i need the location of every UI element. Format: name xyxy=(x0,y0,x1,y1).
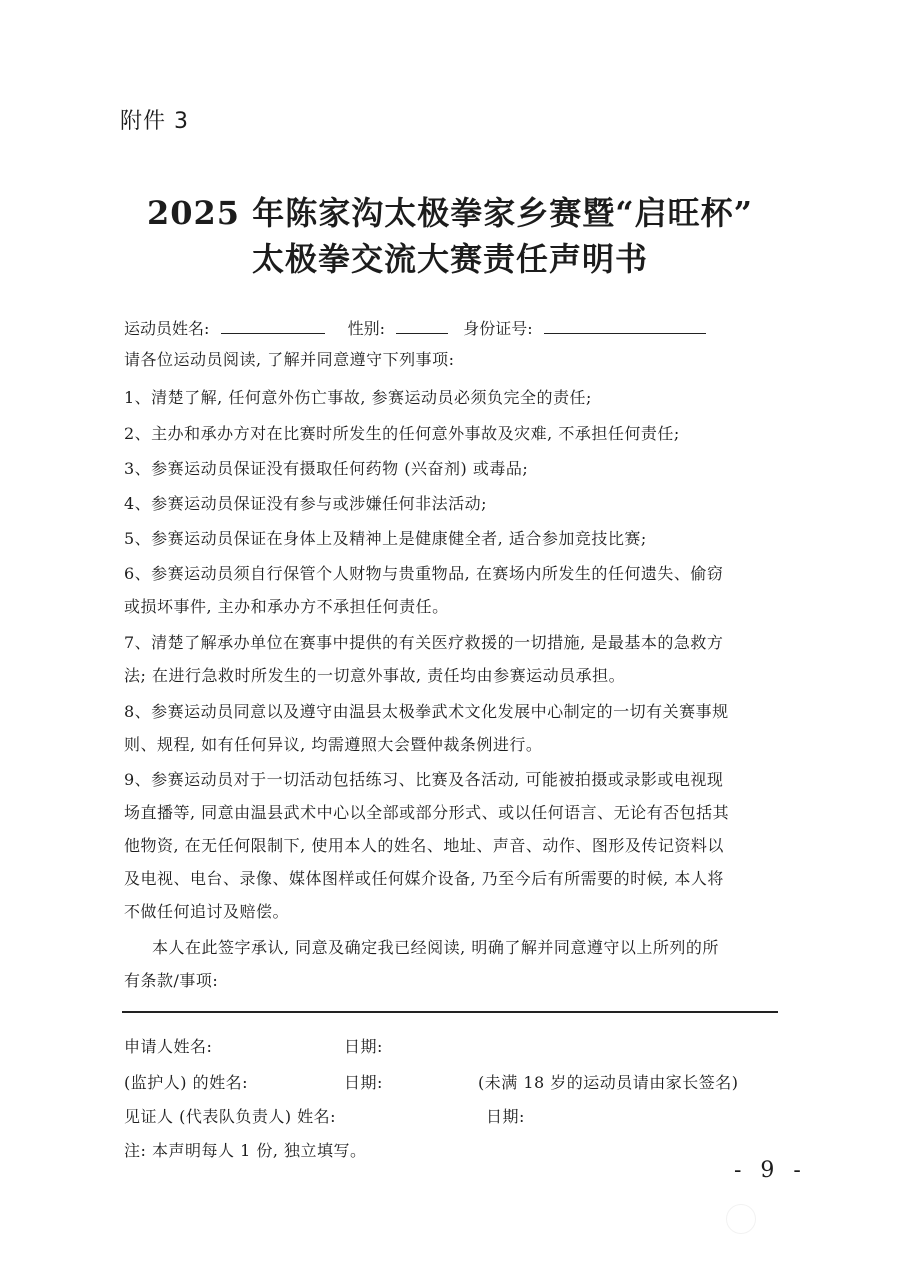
clause-line: 8、参赛运动员同意以及遵守由温县太极拳武术文化发展中心制定的一切有关赛事规 xyxy=(124,702,729,721)
guardian-name-label[interactable]: (监护人) 的姓名: xyxy=(124,1073,248,1092)
intro-text: 请各位运动员阅读, 了解并同意遵守下列事项: xyxy=(124,350,455,369)
applicant-name-label[interactable]: 申请人姓名: xyxy=(124,1037,213,1056)
clause-line: 他物资, 在无任何限制下, 使用本人的姓名、地址、声音、动作、图形及传记资料以 xyxy=(124,836,724,855)
witness-name-label[interactable]: 见证人 (代表队负责人) 姓名: xyxy=(124,1107,337,1126)
date-label[interactable]: 日期: xyxy=(486,1107,525,1126)
date-label[interactable]: 日期: xyxy=(344,1037,383,1056)
date-label[interactable]: 日期: xyxy=(344,1073,383,1092)
clause-line: 2、主办和承办方对在比赛时所发生的任何意外事故及灾难, 不承担任何责任; xyxy=(124,424,680,443)
minor-signature-note: (未满 18 岁的运动员请由家长签名) xyxy=(478,1073,739,1092)
gender-label: 性别: xyxy=(347,319,385,338)
athlete-info-row xyxy=(124,316,712,339)
athlete-name-label: 运动员姓名: xyxy=(124,319,210,338)
document-title-line-1: 2025 年陈家沟太极拳家乡赛暨“启旺杯” xyxy=(146,194,754,232)
clause-line: 5、参赛运动员保证在身体上及精神上是健康健全者, 适合参加竞技比赛; xyxy=(124,529,647,548)
clause-line: 场直播等, 同意由温县武术中心以全部或部分形式、或以任何语言、无论有否包括其 xyxy=(124,803,730,822)
clause-line: 4、参赛运动员保证没有参与或涉嫌任何非法活动; xyxy=(124,494,488,513)
footnote: 注: 本声明每人 1 份, 独立填写。 xyxy=(124,1141,367,1160)
id-number-blank[interactable] xyxy=(544,319,706,334)
clause-line: 1、清楚了解, 任何意外伤亡事故, 参赛运动员必须负完全的责任; xyxy=(124,388,592,407)
gender-blank[interactable] xyxy=(396,319,448,334)
clause-line: 或损坏事件, 主办和承办方不承担任何责任。 xyxy=(124,597,449,616)
clause-line: 及电视、电台、录像、媒体图样或任何媒介设备, 乃至今后有所需要的时候, 本人将 xyxy=(124,869,724,888)
signature-divider xyxy=(122,1011,778,1013)
attachment-label: 附件 3 xyxy=(120,109,189,134)
clause-line: 3、参赛运动员保证没有摄取任何药物 (兴奋剂) 或毒品; xyxy=(124,459,529,478)
faint-stamp-mark xyxy=(726,1204,756,1234)
clause-line: 法; 在进行急救时所发生的一切意外事故, 责任均由参赛运动员承担。 xyxy=(124,666,626,685)
clause-line: 不做任何追讨及赔偿。 xyxy=(124,902,290,921)
clause-line: 9、参赛运动员对于一切活动包括练习、比赛及各活动, 可能被拍摄或录影或电视现 xyxy=(124,770,724,789)
athlete-name-blank[interactable] xyxy=(221,319,325,334)
confirmation-line-2: 有条款/事项: xyxy=(124,971,219,990)
clause-line: 则、规程, 如有任何异议, 均需遵照大会暨仲裁条例进行。 xyxy=(124,735,543,754)
clause-line: 7、清楚了解承办单位在赛事中提供的有关医疗救援的一切措施, 是最基本的急救方 xyxy=(124,633,724,652)
confirmation-line-1: 本人在此签字承认, 同意及确定我已经阅读, 明确了解并同意遵守以上所列的所 xyxy=(152,938,719,957)
id-number-label: 身份证号: xyxy=(463,319,533,338)
document-title-line-2: 太极拳交流大赛责任声明书 xyxy=(251,240,648,278)
page-number: - 9 - xyxy=(734,1158,807,1183)
clause-line: 6、参赛运动员须自行保管个人财物与贵重物品, 在赛场内所发生的任何遗失、偷窃 xyxy=(124,564,724,583)
